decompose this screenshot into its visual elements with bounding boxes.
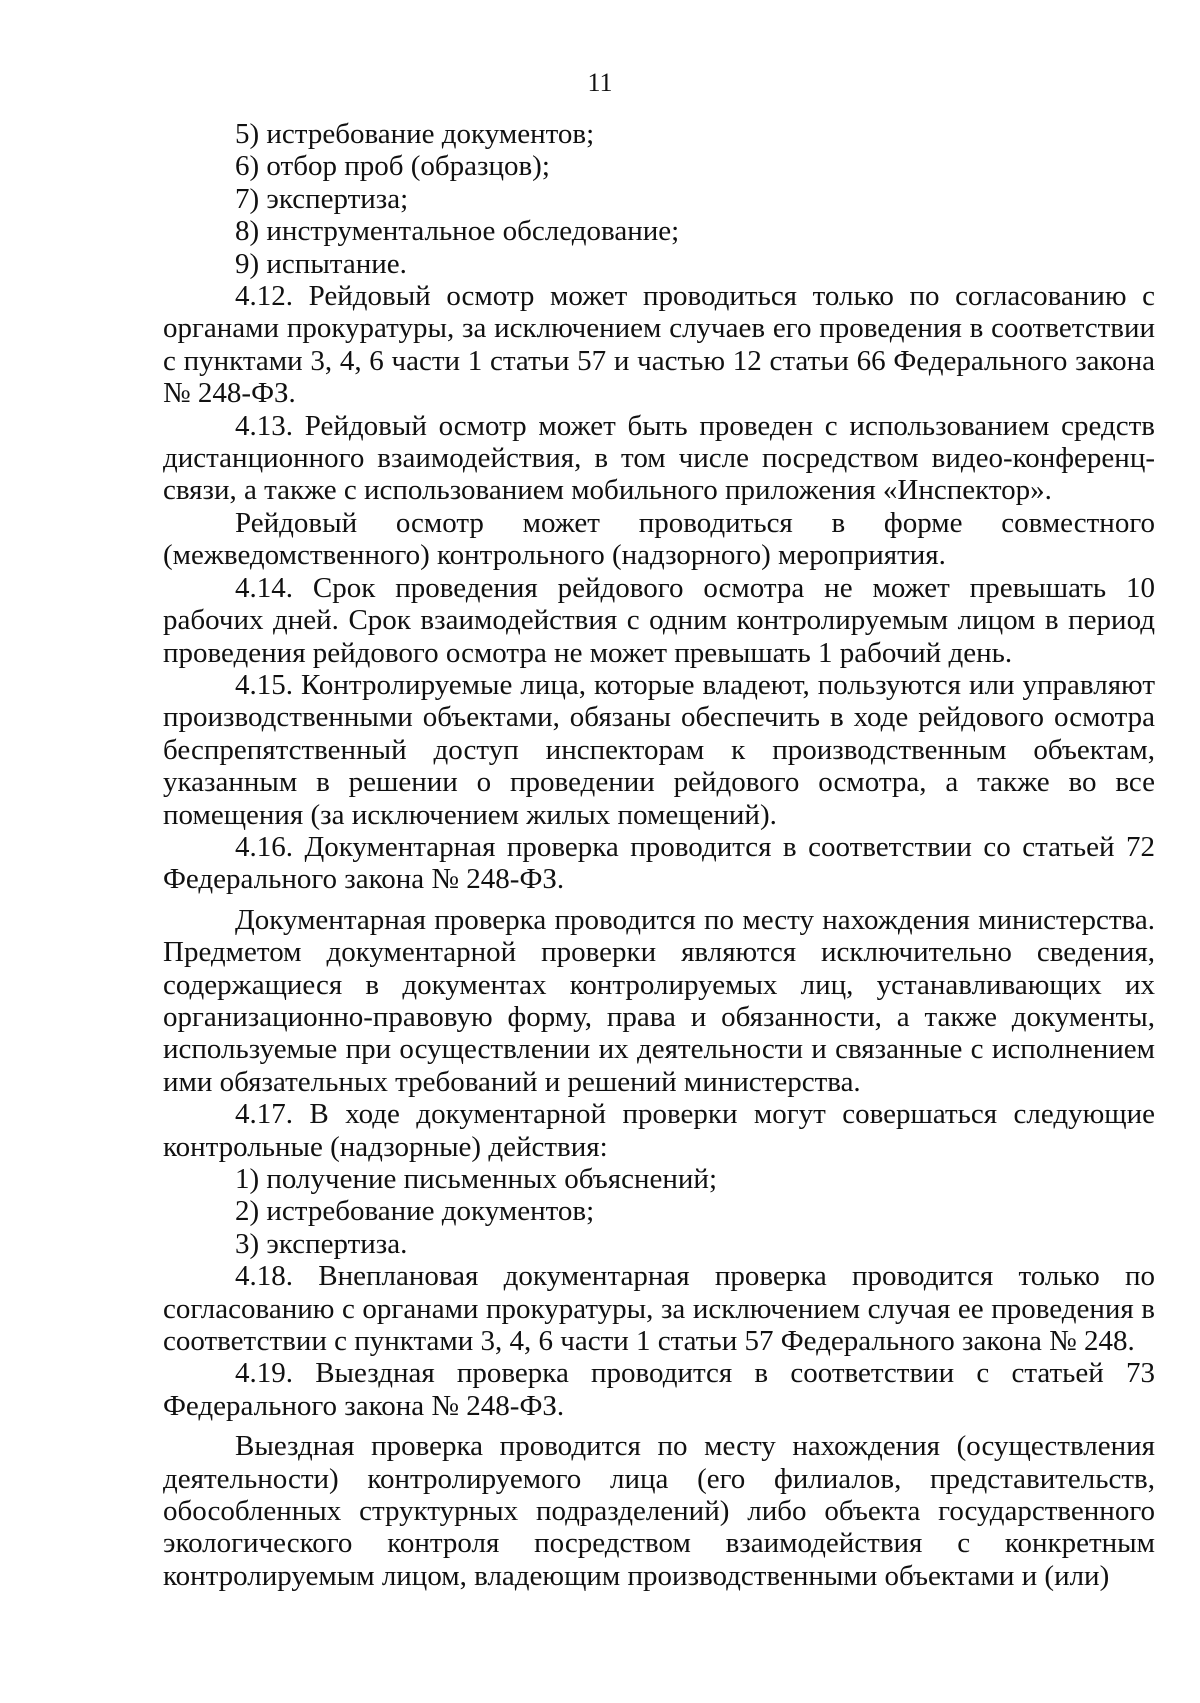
clause-4-14: 4.14. Срок проведения рейдового осмотра не может превышать 10 рабочих дней. Срок взаимодействия с одним контролируемым лицом в период проведения рейдового осмотра не может превышать 1 рабочий день.: [163, 571, 1155, 669]
clause-4-16: 4.16. Документарная проверка проводится в соответствии со статьей 72 Федерального закона № 248-ФЗ.: [163, 830, 1155, 896]
list-item-6: 6) отбор проб (образцов);: [235, 150, 550, 183]
action-item-3: 3) экспертиза.: [235, 1227, 408, 1260]
clause-4-17: 4.17. В ходе документарной проверки могут совершаться следующие контрольные (надзорные) действия:: [163, 1098, 1155, 1163]
documentary-check-paragraph: Документарная проверка проводится по месту нахождения министерства. Предметом документарной проверки являются исключительно сведения, содержащиеся в документах контролируемых лиц, устанавливающих их организационно-правовую форму, права и обязанности, а также документы, используемые при осуществлении их деятельности и связанные с исполнением ими обязательных требований и решений министерства.: [163, 903, 1155, 1098]
action-item-2: 2) истребование документов;: [235, 1195, 595, 1228]
list-item-9: 9) испытание.: [235, 247, 407, 280]
clause-4-15: 4.15. Контролируемые лица, которые владеют, пользуются или управляют производственными объектами, обязаны обеспечить в ходе рейдового осмотра беспрепятственный доступ инспекторам к производственным объектам, указанным в решении о проведении рейдового осмотра, а также во все помещения (за исключением жилых помещений).: [163, 668, 1155, 831]
page-number: 11: [587, 68, 613, 97]
clause-4-19: 4.19. Выездная проверка проводится в соответствии с статьей 73 Федерального закона № 248-ФЗ.: [163, 1357, 1155, 1422]
list-item-7: 7) экспертиза;: [235, 182, 409, 215]
clause-4-13: 4.13. Рейдовый осмотр может быть проведен с использованием средств дистанционного взаимодействия, в том числе посредством видео-конференц-связи, а также с использованием мобильного приложения «Инспектор».: [163, 409, 1155, 507]
clause-4-12: 4.12. Рейдовый осмотр может проводиться только по согласованию с органами прокуратуры, за исключением случаев его проведения в соответствии с пунктами 3, 4, 6 части 1 статьи 57 и частью 12 статьи 66 Федерального закона № 248-ФЗ.: [163, 280, 1155, 410]
list-item-5: 5) истребование документов;: [235, 118, 595, 150]
list-item-8: 8) инструментальное обследование;: [235, 215, 680, 248]
clause-4-18: 4.18. Внеплановая документарная проверка проводится только по согласованию с органами прокуратуры, за исключением случая ее проведения в соответствии с пунктами 3, 4, 6 части 1 статьи 57 Федерального закона № 248.: [163, 1260, 1155, 1358]
document-body: [163, 118, 1155, 1592]
raid-inspection-form-paragraph: Рейдовый осмотр может проводиться в форме совместного (межведомственного) контрольного (надзорного) мероприятия.: [163, 506, 1155, 572]
action-item-1: 1) получение письменных объяснений;: [235, 1163, 718, 1195]
field-check-paragraph: Выездная проверка проводится по месту нахождения (осуществления деятельности) контролируемого лица (его филиалов, представительств, обособленных структурных подразделений) либо объекта государственного экологического контроля посредством взаимодействия с конкретным контролируемым лицом, владеющим производственными объектами и (или): [163, 1430, 1155, 1592]
